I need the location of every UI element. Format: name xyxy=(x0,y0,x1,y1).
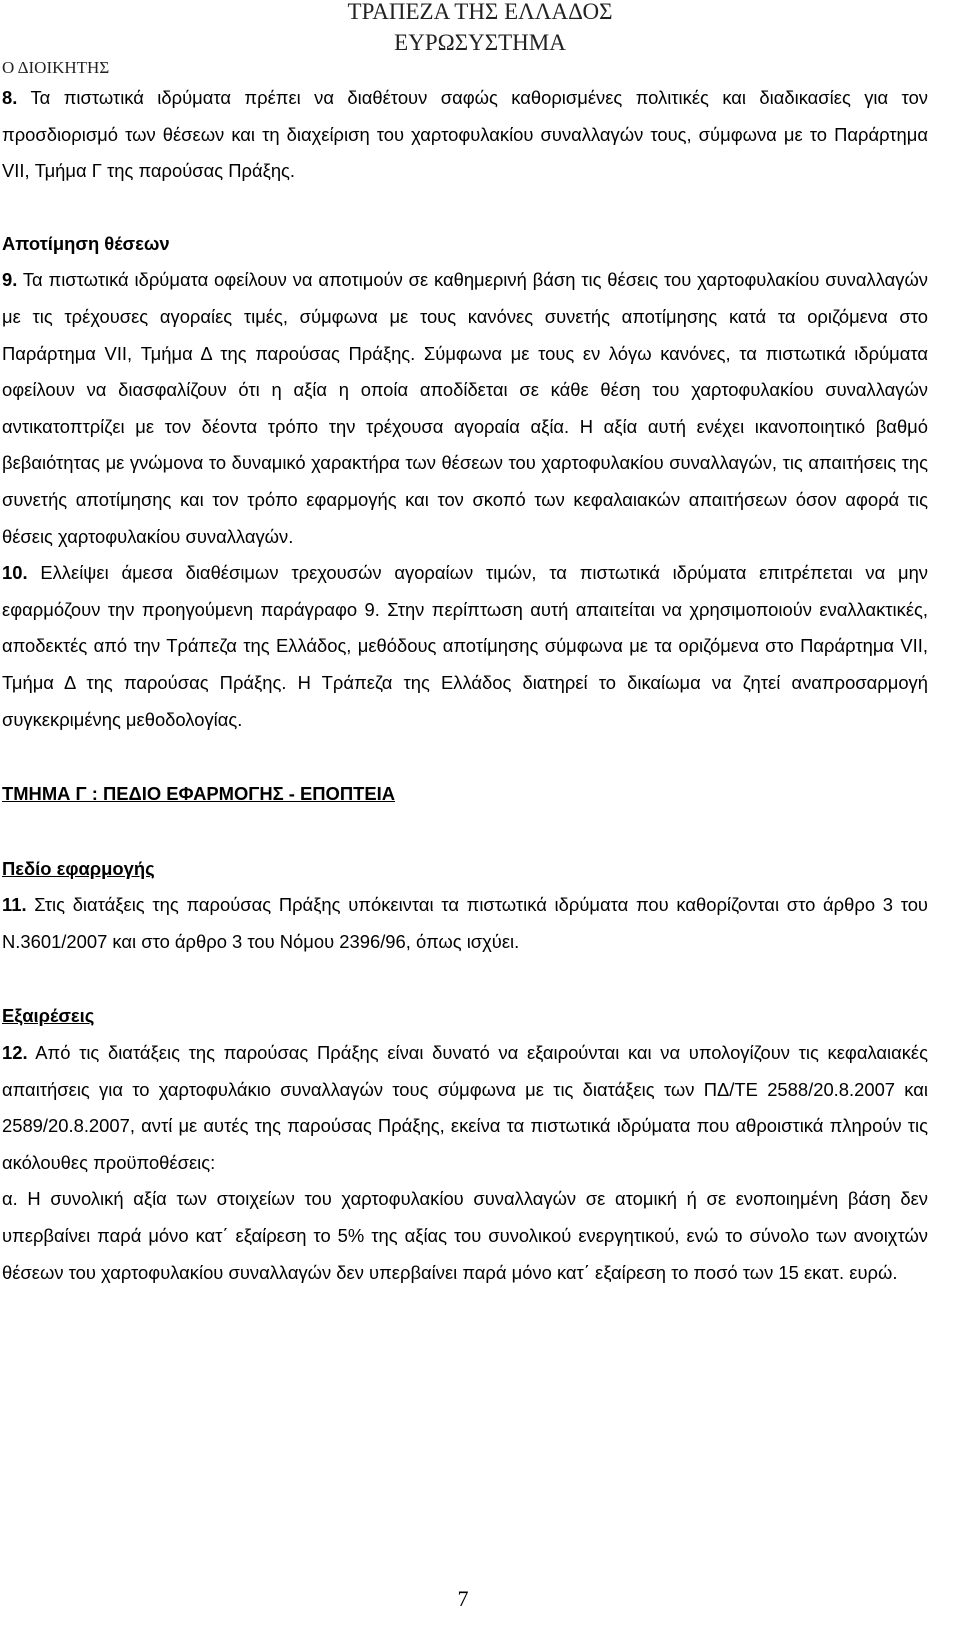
paragraph-9 xyxy=(2,262,928,555)
paragraph-11 xyxy=(2,887,928,960)
spacer xyxy=(2,813,928,851)
eurosystem-label: ΕΥΡΩΣΥΣΤΗΜΑ xyxy=(394,30,566,55)
document-body xyxy=(2,80,928,1291)
paragraph-10 xyxy=(2,555,928,738)
paragraph-number: 11. xyxy=(2,894,27,916)
paragraph-text: Τα πιστωτικά ιδρύματα οφείλουν να αποτιμούν σε καθημερινή βάση τις θέσεις του χαρτοφυλακίου συναλλαγών με τις τρέχουσες αγοραίες τιμές, σύμφωνα με τους κανόνες συνετής αποτίμησης κατά τα οριζόμενα στο Παράρτημα VII, Τμήμα Δ της παρούσας Πράξης. Σύμφωνα με τους εν λόγω κανόνες, τα πιστωτικά ιδρύματα οφείλουν να διασφαλίζουν ότι η αξία η οποία αποδίδεται σε κάθε θέση του χαρτοφυλακίου συναλλαγών αντικατοπτρίζει με τον δέοντα τρόπο την τρέχουσα αγοραία αξία. Η αξία αυτή ενέχει ικανοποιητικό βαθμό βεβαιότητας με γνώμονα το δυναμικό χαρακτήρα των θέσεων του χαρτοφυλακίου συναλλαγών, τις απαιτήσεις της συνετής αποτίμησης και τον τρόπο εφαρμογής και τον σκοπό των κεφαλαιακών απαιτήσεων όσον αφορά τις θέσεις χαρτοφυλακίου συναλλαγών. xyxy=(2,269,928,547)
document-header xyxy=(0,0,960,84)
spacer xyxy=(2,960,928,998)
heading-valuation: Αποτίμηση θέσεων xyxy=(2,232,170,254)
paragraph-text: Στις διατάξεις της παρούσας Πράξης υπόκεινται τα πιστωτικά ιδρύματα που καθορίζονται στο άρθρο 3 του Ν.3601/2007 και στο άρθρο 3 του Νόμου 2396/96, όπως ισχύει. xyxy=(2,894,928,952)
section-heading: ΤΜΗΜΑ Γ : ΠΕΔΙΟ ΕΦΑΡΜΟΓΗΣ - ΕΠΟΠΤΕΙΑ xyxy=(2,783,396,805)
spacer xyxy=(2,190,928,226)
governor-label: Ο ΔΙΟΙΚΗΤΗΣ xyxy=(2,58,110,77)
paragraph-12a xyxy=(2,1181,928,1291)
paragraph-number: 9. xyxy=(2,269,18,291)
paragraph-text: Η συνολική αξία των στοιχείων του χαρτοφυλακίου συναλλαγών σε ατομική ή σε ενοποιημένη βάση δεν υπερβαίνει παρά μόνο κατ΄ εξαίρεση το 5% της αξίας του συνολικού ενεργητικού, ενώ το σύνολο των ανοιχτών θέσεων του χαρτοφυλακίου συναλλαγών δεν υπερβαίνει παρά μόνο κατ΄ εξαίρεση το ποσό των 15 εκατ. ευρώ. xyxy=(2,1188,928,1283)
heading-exceptions: Εξαιρέσεις xyxy=(2,1005,95,1027)
paragraph-12 xyxy=(2,1035,928,1181)
paragraph-8 xyxy=(2,80,928,190)
paragraph-text: Τα πιστωτικά ιδρύματα πρέπει να διαθέτουν σαφώς καθορισμένες πολιτικές και διαδικασίες για τον προσδιορισμό των θέσεων και τη διαχείριση του χαρτοφυλακίου συναλλαγών τους, σύμφωνα με το Παράρτημα VII, Τμήμα Γ της παρούσας Πράξης. xyxy=(2,87,928,182)
paragraph-number: 8. xyxy=(2,87,18,108)
heading-scope: Πεδίο εφαρμογής xyxy=(2,857,155,879)
paragraph-text: Από τις διατάξεις της παρούσας Πράξης είναι δυνατό να εξαιρούνται και να υπολογίζουν τις κεφαλαιακές απαιτήσεις για το χαρτοφυλάκιο συναλλαγών τους σύμφωνα με τις διατάξεις των ΠΔ/ΤΕ 2588/20.8.2007 και 2589/20.8.2007, αντί με αυτές της παρούσας Πράξης, εκείνα τα πιστωτικά ιδρύματα που αθροιστικά πληρούν τις ακόλουθες προϋποθέσεις: xyxy=(2,1042,928,1173)
paragraph-number: 12. xyxy=(2,1042,28,1064)
paragraph-text: Ελλείψει άμεσα διαθέσιμων τρεχουσών αγοραίων τιμών, τα πιστωτικά ιδρύματα επιτρέπεται να μην εφαρμόζουν την προηγούμενη παράγραφο 9. Στην περίπτωση αυτή απαιτείται να χρησιμοποιούν εναλλακτικές, αποδεκτές από την Τράπεζα της Ελλάδος, μεθόδους αποτίμησης σύμφωνα με τα οριζόμενα στο Παράρτημα VII, Τμήμα Δ της παρούσας Πράξης. Η Τράπεζα της Ελλάδος διατηρεί το δικαίωμα να ζητεί αναπροσαρμογή συγκεκριμένης μεθοδολογίας. xyxy=(2,562,928,730)
list-label: α. xyxy=(2,1188,18,1210)
paragraph-number: 10. xyxy=(2,562,28,584)
spacer xyxy=(2,738,928,776)
page-number: 7 xyxy=(457,1586,469,1611)
bank-name: ΤΡΑΠΕΖΑ ΤΗΣ ΕΛΛΑΔΟΣ xyxy=(347,0,613,24)
